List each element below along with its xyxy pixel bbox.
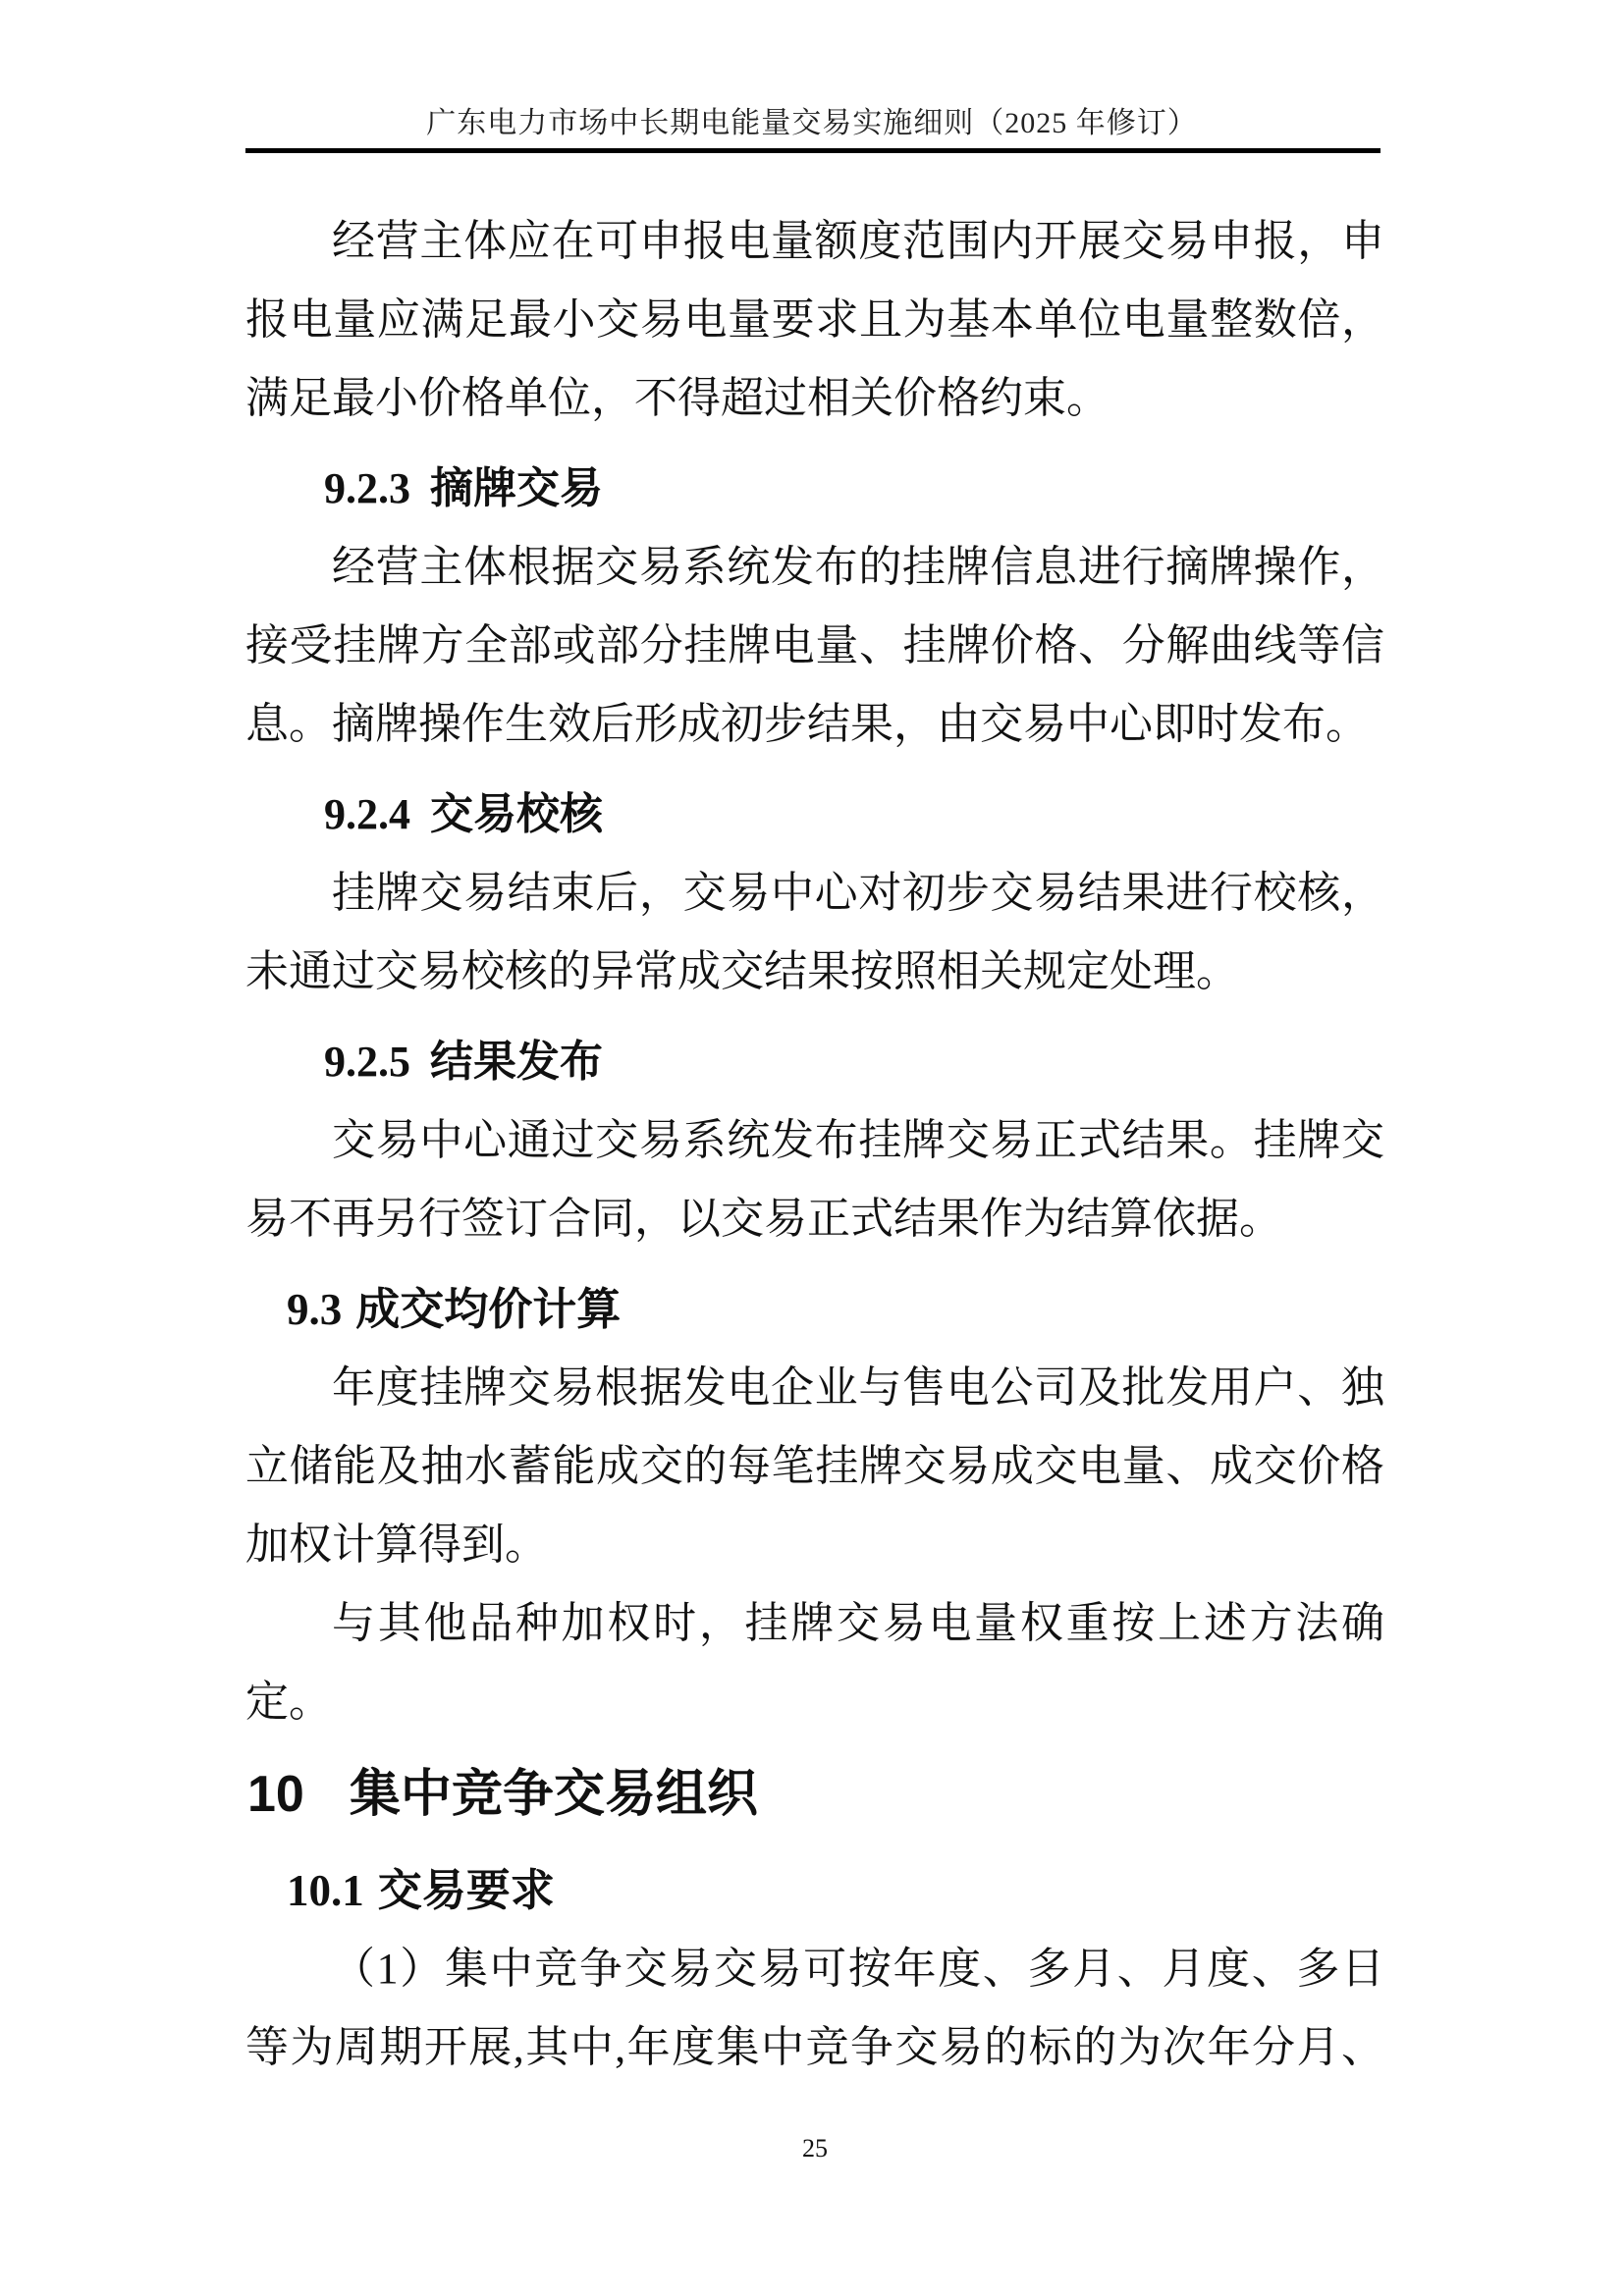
header-title: 广东电力市场中长期电能量交易实施细则（2025 年修订） <box>426 107 1198 139</box>
paragraph-line: 定。 <box>245 1678 332 1726</box>
paragraph-line: 接受挂牌方全部或部分挂牌电量、挂牌价格、分解曲线等信 <box>245 621 1384 669</box>
heading-number: 9.2.4 <box>324 790 410 838</box>
paragraph <box>245 1930 1384 2087</box>
heading-number: 10 <box>247 1766 304 1823</box>
heading-number: 9.2.3 <box>324 464 410 512</box>
section-heading <box>287 1270 1384 1349</box>
heading-number: 9.3 <box>287 1285 343 1334</box>
section-heading <box>324 775 1384 854</box>
paragraph-line: 经营主体根据交易系统发布的挂牌信息进行摘牌操作， <box>332 543 1384 591</box>
header-rule <box>245 148 1380 153</box>
paragraph-line: 等为周期开展,其中,年度集中竞争交易的标的为次年分月、 <box>245 2023 1384 2071</box>
paragraph <box>245 854 1384 1011</box>
paragraph-line: 报电量应满足最小交易电量要求且为基本单位电量整数倍， <box>245 295 1384 344</box>
document-body <box>245 202 1384 2087</box>
paragraph-line: 易不再另行签订合同，以交易正式结果作为结算依据。 <box>245 1195 1282 1243</box>
paragraph-line: （1）集中竞争交易交易可按年度、多月、月度、多日 <box>332 1945 1384 1993</box>
heading-title: 交易要求 <box>377 1866 555 1915</box>
heading-title: 结果发布 <box>430 1038 603 1086</box>
section-heading <box>287 1851 1384 1930</box>
paragraph-line: 未通过交易校核的异常成交结果按照相关规定处理。 <box>245 947 1239 995</box>
heading-title: 摘牌交易 <box>430 464 603 512</box>
paragraph-line: 与其他品种加权时，挂牌交易电量权重按上述方法确 <box>332 1599 1384 1647</box>
page-number: 25 <box>802 2134 828 2163</box>
section-heading <box>324 1023 1384 1101</box>
paragraph-line: 年度挂牌交易根据发电企业与售电公司及批发用户、独 <box>332 1363 1384 1412</box>
heading-title: 集中竞争交易组织 <box>349 1766 758 1823</box>
heading-number: 9.2.5 <box>324 1038 410 1086</box>
section-heading <box>324 450 1384 528</box>
paragraph <box>245 202 1384 438</box>
heading-number: 10.1 <box>287 1866 364 1915</box>
paragraph-line: 交易中心通过交易系统发布挂牌交易正式结果。挂牌交 <box>332 1116 1384 1164</box>
paragraph <box>245 1584 1384 1741</box>
paragraph-line: 加权计算得到。 <box>245 1521 548 1569</box>
paragraph <box>245 528 1384 764</box>
paragraph-line: 经营主体应在可申报电量额度范围内开展交易申报，申 <box>332 217 1384 265</box>
heading-title: 成交均价计算 <box>355 1285 622 1334</box>
heading-title: 交易校核 <box>430 790 603 838</box>
paragraph <box>245 1349 1384 1584</box>
paragraph <box>245 1101 1384 1258</box>
paragraph-line: 息。摘牌操作生效后形成初步结果，由交易中心即时发布。 <box>245 700 1369 748</box>
section-heading <box>247 1749 1384 1840</box>
paragraph-line: 满足最小价格单位，不得超过相关价格约束。 <box>245 374 1110 422</box>
paragraph-line: 立储能及抽水蓄能成交的每笔挂牌交易成交电量、成交价格 <box>245 1442 1384 1490</box>
paragraph-line: 挂牌交易结束后，交易中心对初步交易结果进行校核， <box>332 869 1384 917</box>
